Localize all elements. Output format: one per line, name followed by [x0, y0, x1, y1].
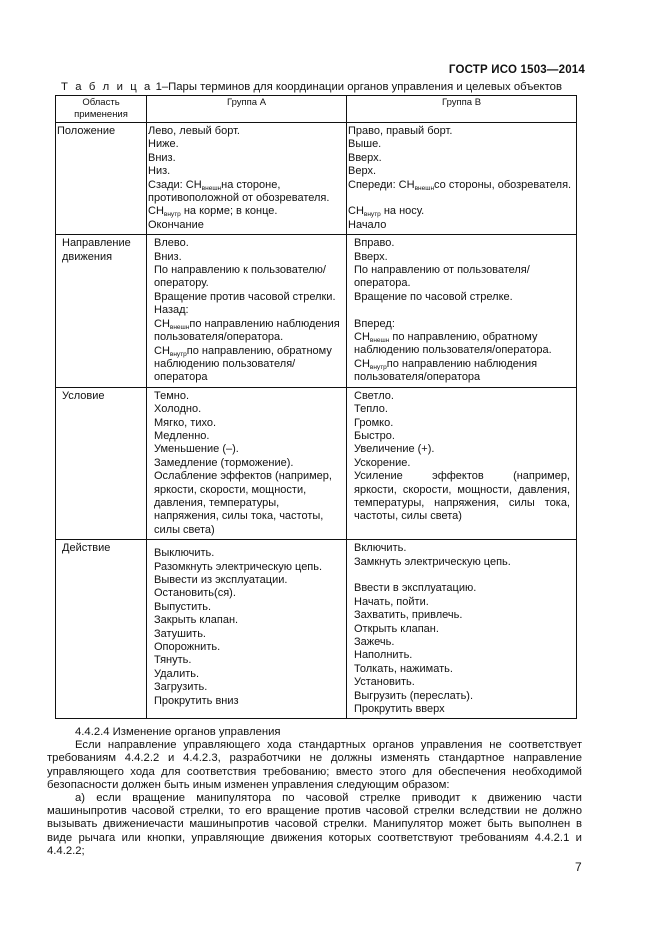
area-position: Положение — [57, 125, 116, 137]
list-item: Лево, левый борт. — [148, 125, 240, 137]
area-action: Действие — [62, 542, 111, 555]
list-item: Уменьшение (–). — [154, 443, 239, 456]
list-item: Разомкнуть электрическую цепь. — [154, 560, 323, 573]
terms-table — [55, 95, 577, 719]
list-item: Установить. — [354, 676, 415, 689]
direction-group-b — [347, 235, 576, 386]
list-item: Зажечь. — [354, 636, 395, 649]
list-item: Закрыть клапан. — [154, 614, 239, 627]
row-direction — [56, 235, 577, 387]
list-item: Вверх. — [354, 250, 388, 263]
list-item: Замкнуть электрическую цепь. — [354, 555, 511, 568]
list-item: Начало — [348, 218, 387, 231]
list-item: По направлению к пользователю/оператору. — [154, 264, 326, 290]
list-item: Холодно. — [154, 403, 202, 416]
area-direction: Направление движения — [62, 237, 131, 263]
list-item: Влево. — [154, 237, 189, 250]
list-item: Низ. — [148, 165, 171, 178]
paragraph: а) если вращение манипулятора по часовой стрелке приводит к движению части машиныпротив часовой стрелки, то его вращение против часовой стрелки вследствии не должно вызывать движениечасти машиныпротив часовой стрелки. Манипулятор может быть выполнен в виде рычага или кнопки, управляющие движения которых соответствуют требованиям 4.4.2.1 и 4.4.2.2; — [47, 792, 582, 857]
condition-group-b — [347, 388, 576, 526]
list-item: Наполнить. — [354, 649, 413, 662]
list-item: Усиление эффектов (например, — [354, 470, 570, 483]
list-item: Выгрузить (переслать). — [354, 689, 474, 702]
header-group-a: Группа А — [147, 96, 347, 123]
direction-group-a — [147, 235, 346, 386]
list-item: Светло. — [354, 389, 394, 402]
action-group-b — [347, 540, 576, 718]
list-item: Выпустить. — [154, 600, 212, 613]
list-item: Право, правый борт. — [348, 125, 453, 137]
list-item: Толкать, нажимать. — [354, 662, 453, 675]
list-item: Вывести из эксплуатации. — [154, 574, 288, 586]
list-item: Вправо. — [354, 237, 395, 250]
position-group-a — [147, 123, 346, 234]
list-item: $СН_{внутр}$ на носу. — [348, 205, 425, 219]
list-item: Вниз. — [154, 250, 182, 263]
page-number: 7 — [575, 860, 582, 874]
list-item: Медленно. — [154, 429, 210, 442]
section-body — [47, 726, 582, 858]
list-item: Остановить(ся). — [154, 587, 236, 600]
list-item: Захватить, привлечь. — [354, 609, 463, 622]
area-condition: Условие — [62, 389, 105, 402]
list-item: Вращение против часовой стрелки. — [154, 290, 336, 303]
list-item: Вниз. — [148, 151, 176, 164]
standard-designation: ГОСТР ИСО 1503—2014 — [448, 64, 585, 76]
table-caption-prefix: Т а б л и ц а — [61, 81, 153, 93]
row-position — [56, 123, 577, 235]
list-item: По направлению от пользователя/оператора. — [354, 264, 530, 290]
list-item: Тянуть. — [154, 654, 192, 667]
list-item: Ускорение. — [354, 456, 411, 469]
list-item: Выше. — [348, 138, 382, 151]
list-item: Вращение по часовой стрелке. — [354, 290, 513, 303]
row-action — [56, 540, 577, 719]
list-item: Сзади: $СН_{внешн}на$ стороне, противоположной от обозревателя. — [148, 178, 330, 205]
list-item: Окончание — [148, 218, 204, 231]
list-item: Мягко, тихо. — [154, 416, 217, 429]
list-item: Ввести в эксплуатацию. — [354, 582, 477, 595]
section-heading: 4.4.2.4 Изменение органов управления — [75, 726, 281, 738]
list-item: Прокрутить вниз — [154, 694, 239, 707]
list-item: Назад: — [154, 304, 189, 317]
list-item: Замедление (торможение). — [154, 456, 294, 469]
list-item: Верх. — [348, 165, 377, 178]
position-group-b — [347, 123, 576, 234]
list-item: Выключить. — [154, 547, 215, 560]
header-group-b: Группа В — [347, 96, 577, 123]
list-item: Тепло. — [354, 403, 388, 416]
list-item: $СН_{внутр}$ на корме; в конце. — [148, 205, 278, 219]
list-item: Открыть клапан. — [354, 622, 439, 635]
list-item: Начать, пойти. — [354, 595, 429, 608]
list-item: Включить. — [354, 542, 407, 555]
list-item: Темно. — [154, 389, 190, 402]
list-item: Увеличение (+). — [354, 443, 435, 456]
list-item: яркости, скорости, мощности, давления, температуры, напряжения, силы тока, частоты, силы света) — [354, 483, 570, 523]
list-item: Вперед: — [354, 317, 395, 330]
list-item: $СН_{внутр}по$ направлению, обратному наблюдению пользователя/оператора — [154, 344, 332, 384]
paragraph: Если направление управляющего хода стандартных органов управления не соответствует требованиям 4.4.2.2 и 4.4.2.3, разработчики не должны изменять стандартное направление управляющего хода для соответствия требованию; вместо этого для обеспечения необходимой безопасности должен быть иным изменен управления следующим образом: — [47, 739, 582, 791]
list-item: Удалить. — [154, 667, 200, 680]
table-caption-text: 1–Пары терминов для координации органов управления и целевых объектов — [152, 81, 562, 93]
list-item: Вверх. — [348, 151, 382, 164]
list-item: Затушить. — [154, 627, 206, 640]
table-header-row — [56, 96, 577, 123]
list-item: $СН_{внутр}по$ направлению наблюдения пользователя/оператора — [354, 357, 538, 384]
action-group-a — [147, 540, 346, 710]
list-item: Ослабление эффектов (например, яркости, скорости, мощности, давления, температуры, напряжения, силы тока, частоты, силы света) — [154, 470, 332, 536]
list-item: Быстро. — [354, 429, 395, 442]
condition-group-a — [147, 388, 346, 539]
table-caption — [61, 81, 562, 93]
list-item: Спереди: $СН_{внешн}со$ стороны, обозревателя. — [348, 178, 572, 192]
list-item: Громко. — [354, 416, 394, 429]
list-item: Опорожнить. — [154, 641, 221, 654]
list-item: Ниже. — [148, 138, 179, 151]
list-item: Загрузить. — [154, 681, 208, 694]
list-item: $СН_{внешн}$ по направлению, обратному наблюдению пользователя/оператора. — [354, 331, 552, 357]
list-item: $СН_{внешн}по$ направлению наблюдения пользователя/оператора. — [154, 317, 340, 344]
list-item: Прокрутить вверх — [354, 703, 445, 716]
row-condition — [56, 387, 577, 539]
header-area: Область применения — [56, 96, 147, 123]
